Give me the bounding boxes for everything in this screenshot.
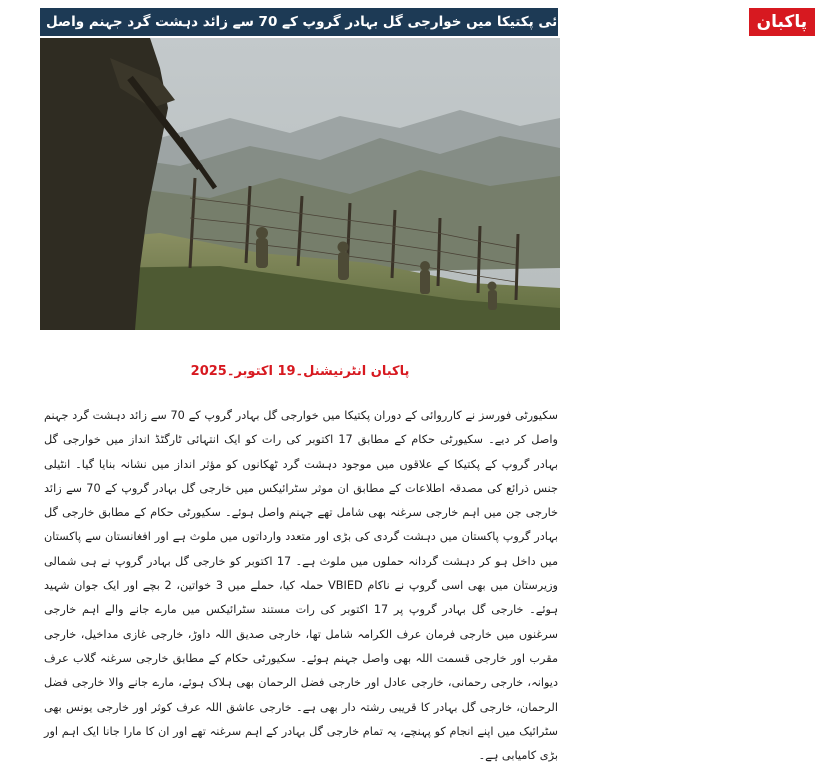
brand-label[interactable]: پاکبان bbox=[749, 8, 815, 36]
headline-text[interactable]: سکیورٹی فورسز کی کارروائی پکتیکا میں خوارجی گل بہادر گروپ کے 70 سے زائد دہشت گرد جہنم واصل bbox=[46, 14, 743, 30]
border-soldiers-photo-icon bbox=[40, 38, 560, 330]
dateline: پاکبان انٹرنیشنل۔19 اکتوبر۔2025 bbox=[190, 364, 410, 379]
article-body: سکیورٹی فورسز نے کارروائی کے دوران پکتیکا میں خوارجی گل بہادر گروپ کے 70 سے زائد دہشت گرد جہنم واصل کر دیے۔ سکیورٹی حکام کے مطابق 17 اکتوبر کی رات کو ایک انتہائی ٹارگٹڈ انداز میں خوارجی گل بہادر گروپ کے پکتیکا کے علاقوں میں موجود دہشت گرد ٹھکانوں کو مؤثر انداز میں نشانہ بنایا گیا۔ انٹیلی جنس ذرائع کی مصدقہ اطلاعات کے مطابق ان موثر سٹرائیکس میں خارجی گل بہادر گروپ کے 70 سے زائد خارجی جن میں اہم خارجی سرغنہ بھی شامل تھے جہنم واصل ہوئے۔ سکیورٹی حکام کے مطابق خارجی گل بہادر گروپ پاکستان میں دہشت گردی کی بڑی اور متعدد وارداتوں میں ملوث ہے اور افغانستان سے پاکستان میں داخل ہو کر دہشت گردانہ حملوں میں ملوث ہے۔ 17 اکتوبر کو خارجی گل بہادر گروپ نے ہی شمالی وزیرستان میں بھی اسی گروپ نے ناکام VBIED حملہ کیا، حملے میں 3 خواتین، 2 بچے اور ایک جوان شہید ہوئے۔ خارجی گل بہادر گروپ پر 17 اکتوبر کی رات مستند سٹرائیکس میں مارے جانے والے اہم خارجی سرغنوں میں خارجی فرمان عرف الکرامہ شامل تھا، خارجی صدیق اللہ داوڑ، خارجی غازی مداخیل، خارجی مقرب اور خارجی قسمت اللہ بھی واصل جہنم ہوئے۔ سکیورٹی حکام کے مطابق خارجی سرغنہ گلاب عرف دیوانہ، خارجی رحمانی، خارجی عادل اور خارجی فضل الرحمان بھی ہلاک ہوئے، مارے جانے والا خارجی فضل الرحمان، خارجی گل بہادر کا قریبی رشتہ دار بھی ہے۔ خارجی عاشق اللہ عرف کوثر اور خارجی یونس بھی سٹرائیک میں اپنے انجام کو پہنچے، یہ تمام خارجی گل بہادر کے اہم سرغنہ تھے اور ان کا مارا جانا ایک اہم اور بڑی کامیابی ہے۔ bbox=[44, 409, 559, 763]
headline-banner bbox=[40, 8, 808, 36]
article-photo bbox=[40, 38, 560, 330]
